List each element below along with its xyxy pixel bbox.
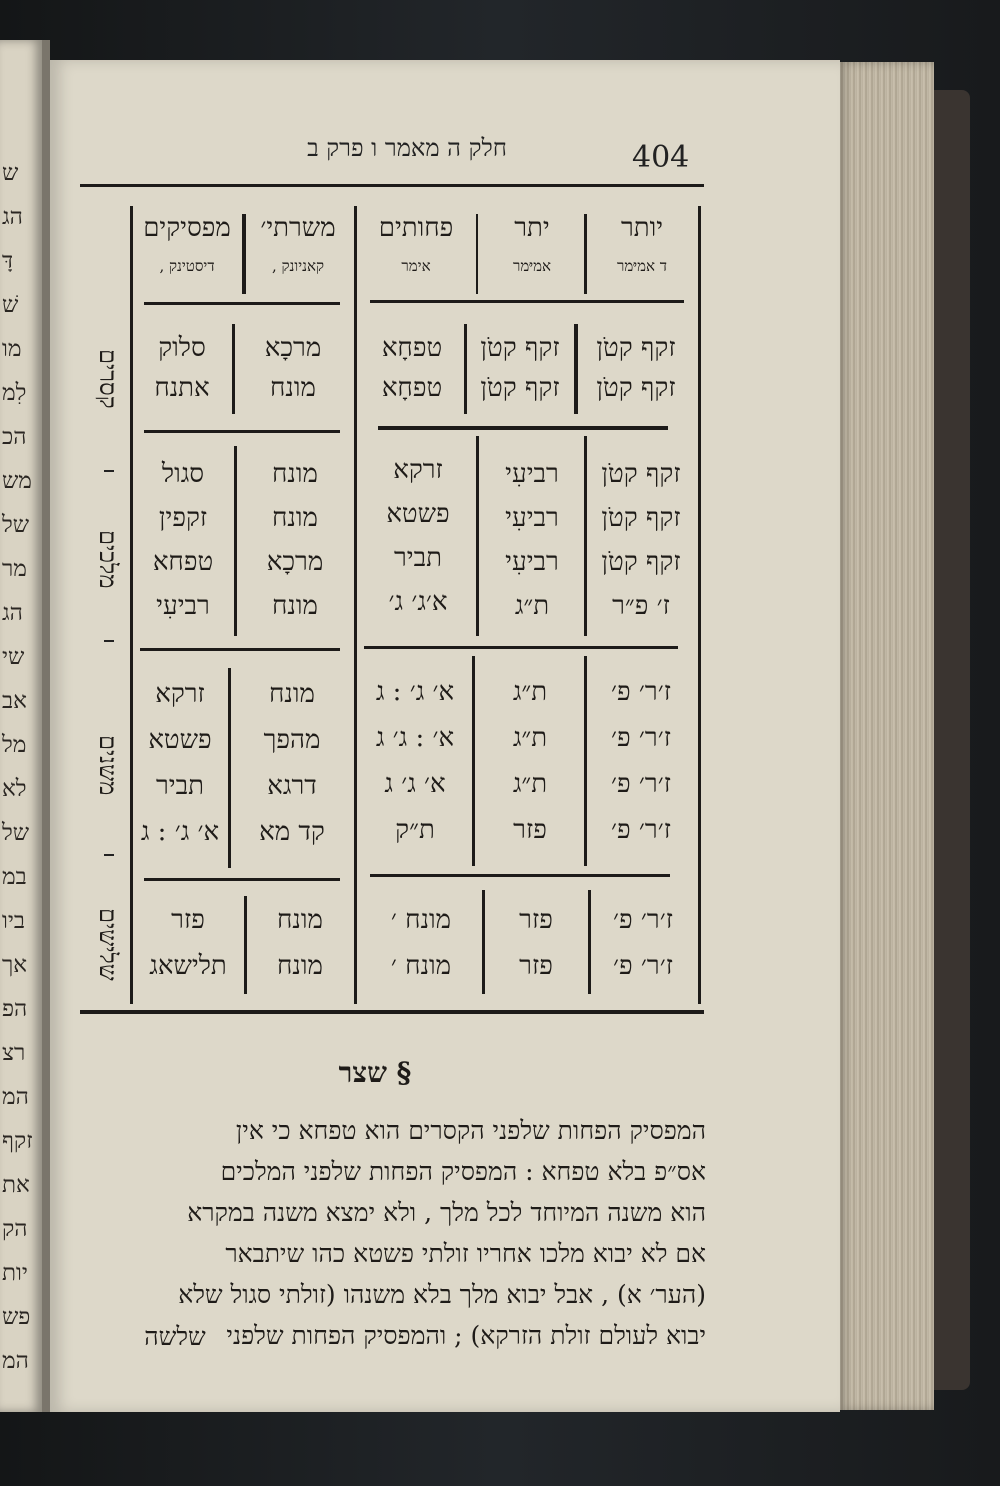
table-right-rule [698, 206, 701, 1004]
row-label-shalishim: שלישים [94, 907, 122, 981]
mishnim-mafsikim-3: תביר [156, 771, 204, 801]
kesarim-div-3 [574, 324, 578, 414]
book-cover-edge [930, 90, 970, 1390]
left-page-fragment: רצ [2, 1040, 26, 1066]
body-line-2: אס״פ בלא טפחא : המפסיק הפחות שלפני המלכים [220, 1157, 706, 1186]
mishnim-div-2 [472, 656, 475, 866]
left-page-fragment: הג [2, 600, 23, 626]
melachim-yeter-2: רביעִי [505, 503, 559, 533]
book-gutter [42, 40, 50, 1412]
accent-table [80, 184, 704, 1014]
melachim-mesharti-4: מונח [272, 591, 318, 621]
shalishim-yoter-2: ז׳ר׳ פ׳ [613, 951, 673, 981]
left-page-fragment: מש [2, 468, 32, 494]
table-left-rule [130, 206, 133, 1004]
kesarim-yeter-1: זקף קטֹן [480, 333, 560, 363]
kesarim-mesharti-1: מרכָא [264, 333, 322, 363]
melachim-div-2 [476, 436, 479, 636]
melachim-mesharti-3: מרכָא [266, 547, 324, 577]
melachim-mesharti-1: מונח [272, 459, 318, 489]
melachim-pechutim-2: פשטא [386, 499, 450, 529]
left-page-fragment: הק [2, 1216, 28, 1242]
melachim-pechutim-3: תביר [394, 543, 442, 573]
melachim-bottom-left [140, 648, 340, 651]
shalishim-div-3 [588, 890, 591, 994]
left-page-fragment: מל [2, 732, 27, 758]
mishnim-mafsikim-1: זרקא [155, 679, 205, 709]
left-page-fragment: המ [2, 1084, 29, 1110]
melachim-pechutim-4: א׳ג׳ ג׳ [388, 587, 448, 617]
shalishim-mesharti-1: מונח [277, 905, 323, 935]
mishnim-yeter-2: ת״ג [512, 723, 548, 753]
mishnim-pechutim-3: א׳ ג׳ ג [384, 769, 446, 799]
mishnim-mafsikim-2: פשטא [148, 725, 212, 755]
melachim-yoter-1: זקף קטֹן [601, 459, 681, 489]
left-page-fragment: שי [2, 644, 25, 670]
shalishim-div-1 [244, 896, 247, 994]
shalishim-yeter-1: פזר [519, 905, 553, 935]
left-page-fragment: יות [2, 1260, 28, 1286]
melachim-mafsikim-3: טפחא [152, 547, 214, 577]
left-page-fragment: של [2, 820, 30, 846]
row-label-kesarim: קסרים [94, 349, 122, 409]
body-line-4: אם לא יבוא מלכו אחריו זולתי פשטא כהו שיתבאר [225, 1239, 706, 1268]
col-sub-yeter: אמיּמר [512, 257, 552, 275]
body-paragraph [66, 1110, 706, 1356]
left-page-fragment: לא [2, 776, 27, 802]
mishnim-bottom-right [370, 874, 670, 877]
left-page-edge [0, 40, 42, 1412]
header-divider-2 [476, 214, 478, 294]
melachim-yoter-4: ז׳ פ״ר [612, 591, 670, 621]
shalishim-div-2 [482, 890, 485, 994]
mishnim-pechutim-4: ת״ק [395, 815, 435, 845]
left-page-fragment: ביו [2, 908, 25, 934]
mishnim-yoter-2: ז׳ר׳ פ׳ [611, 723, 671, 753]
left-page-fragment: דָּ [2, 248, 14, 274]
col-sub-pechutim: אימר [401, 257, 431, 275]
section-heading: § שצר [338, 1056, 412, 1089]
header-divider-1 [242, 214, 246, 294]
kesarim-yoter-1: זקף קטֹן [596, 333, 676, 363]
melachim-yeter-4: ת״ג [514, 591, 550, 621]
mishnim-yeter-3: ת״ג [512, 769, 548, 799]
page-number: 404 [632, 140, 690, 175]
row-separator-dash-3 [104, 854, 114, 856]
body-line-1: המפסיק הפחות שלפני הקסרים הוא טפחא כי אין [235, 1116, 706, 1145]
page-stack-edge [838, 62, 934, 1410]
kesarim-mesharti-2: מונח [270, 373, 316, 403]
kesarim-bottom-left [144, 430, 340, 433]
left-page-fragment: מר [2, 556, 27, 582]
shalishim-pechutim-1: מונח ׳ [390, 905, 452, 935]
left-page-fragment: אך [2, 952, 28, 978]
left-page-fragment: שׁ [2, 292, 19, 318]
melachim-div-1 [234, 446, 237, 636]
melachim-yoter-2: זקף קטֹן [601, 503, 681, 533]
row-separator-dash-1 [104, 470, 114, 472]
mishnim-mesharti-4: קד מא [259, 817, 325, 847]
running-header: חלק ה מאמר ו פרק ב [307, 134, 507, 162]
shalishim-mafsikim-1: פזר [171, 905, 205, 935]
left-page-fragment: זקף [2, 1128, 33, 1154]
left-page-fragment: אב [2, 688, 27, 714]
mishnim-mesharti-1: מונח [269, 679, 315, 709]
shalishim-mesharti-2: מונח [277, 951, 323, 981]
col-sub-yoter: ד אמיּמר [616, 257, 668, 275]
kesarim-bottom-right [378, 426, 668, 430]
melachim-mafsikim-1: סגול [161, 459, 205, 489]
left-page-fragment: הפ [2, 996, 28, 1022]
kesarim-mafsikim-1: סלוק [158, 333, 206, 363]
table-bottom-rule [80, 1010, 704, 1014]
melachim-yoter-3: זקף קטֹן [601, 547, 681, 577]
melachim-mafsikim-4: רביעִי [156, 591, 210, 621]
left-page-fragment: במ [2, 864, 27, 890]
col-head-mesharti: משרתי׳ [260, 213, 336, 243]
body-line-5: (הער׳ א) , אבל יבוא מלך בלא משנהו (זולתי סגול שלא [178, 1280, 706, 1309]
row-label-melachim: מלכים [94, 529, 122, 589]
left-page-fragment: המ [2, 1348, 29, 1374]
col-sub-mesharti: קאניונק , [271, 257, 325, 275]
table-top-rule [80, 184, 704, 187]
mishnim-pechutim-1: א׳ ג׳ : ג [375, 677, 455, 707]
kesarim-div-1 [232, 324, 235, 414]
shalishim-mafsikim-2: תלישאג [149, 951, 227, 981]
kesarim-yoter-2: זקף קטֹן [596, 373, 676, 403]
mishnim-yoter-3: ז׳ר׳ פ׳ [611, 769, 671, 799]
col-head-yoter: יותר [620, 213, 664, 243]
col-head-yeter: יתר [514, 213, 550, 243]
left-page-fragment: ש [2, 160, 19, 186]
left-page-fragment: לִמ [2, 380, 27, 406]
shalishim-pechutim-2: מונח ׳ [390, 951, 452, 981]
mishnim-div-1 [228, 668, 231, 868]
melachim-bottom-right [364, 646, 678, 649]
melachim-yeter-3: רביעִי [505, 547, 559, 577]
catchword: שלשה [144, 1322, 206, 1351]
mishnim-mafsikim-4: א׳ ג׳ : ג [140, 817, 220, 847]
kesarim-pechutim-1: טפחָא [381, 333, 443, 363]
mishnim-mesharti-2: מהפך [263, 725, 321, 755]
mishnim-mesharti-3: דרגא [267, 771, 317, 801]
col-head-mafsikim: מפסיקים [143, 213, 231, 243]
left-page-fragment: את [2, 1172, 30, 1198]
shalishim-yeter-2: פזר [519, 951, 553, 981]
left-page-fragment: של [2, 512, 30, 538]
melachim-pechutim-1: זרקא [393, 455, 443, 485]
kesarim-mafsikim-2: אתנח [154, 373, 210, 403]
mishnim-pechutim-2: א׳ : ג׳ ג [375, 723, 455, 753]
melachim-yeter-1: רביעִי [505, 459, 559, 489]
col-sub-mafsikim: דיסטינק , [159, 257, 215, 275]
mishnim-bottom-left [144, 878, 340, 881]
kesarim-div-2 [464, 324, 467, 414]
header-rule-left [144, 302, 340, 305]
kesarim-yeter-2: זקף קטֹן [480, 373, 560, 403]
body-line-3: הוא משנה המיוחד לכל מלך , ולא ימצא משנה במקרא [187, 1198, 706, 1227]
col-head-pechutim: פחותים [378, 213, 454, 243]
mishnim-div-3 [584, 656, 587, 866]
melachim-mafsikim-2: זקפין [158, 503, 208, 533]
table-center-rule [354, 206, 357, 1004]
mishnim-yeter-4: פזר [513, 815, 547, 845]
left-page-fragment: הג [2, 204, 23, 230]
row-separator-dash-2 [104, 640, 114, 642]
row-label-mishnim: משנים [94, 734, 122, 796]
melachim-div-3 [584, 436, 587, 636]
kesarim-pechutim-2: טפחָא [381, 373, 443, 403]
shalishim-yoter-1: ז׳ר׳ פ׳ [613, 905, 673, 935]
left-page-fragment: הכ [2, 424, 27, 450]
left-page-fragment: פש [2, 1304, 31, 1330]
mishnim-yoter-4: ז׳ר׳ פ׳ [611, 815, 671, 845]
left-page-fragment: מו [2, 336, 22, 362]
body-line-6: יבוא לעולם זולת הזרקא) ; והמפסיק הפחות שלפני [226, 1321, 706, 1350]
melachim-mesharti-2: מונח [272, 503, 318, 533]
mishnim-yoter-1: ז׳ר׳ פ׳ [611, 677, 671, 707]
mishnim-yeter-1: ת״ג [512, 677, 548, 707]
header-divider-3 [584, 214, 587, 294]
header-rule-right [370, 300, 684, 303]
